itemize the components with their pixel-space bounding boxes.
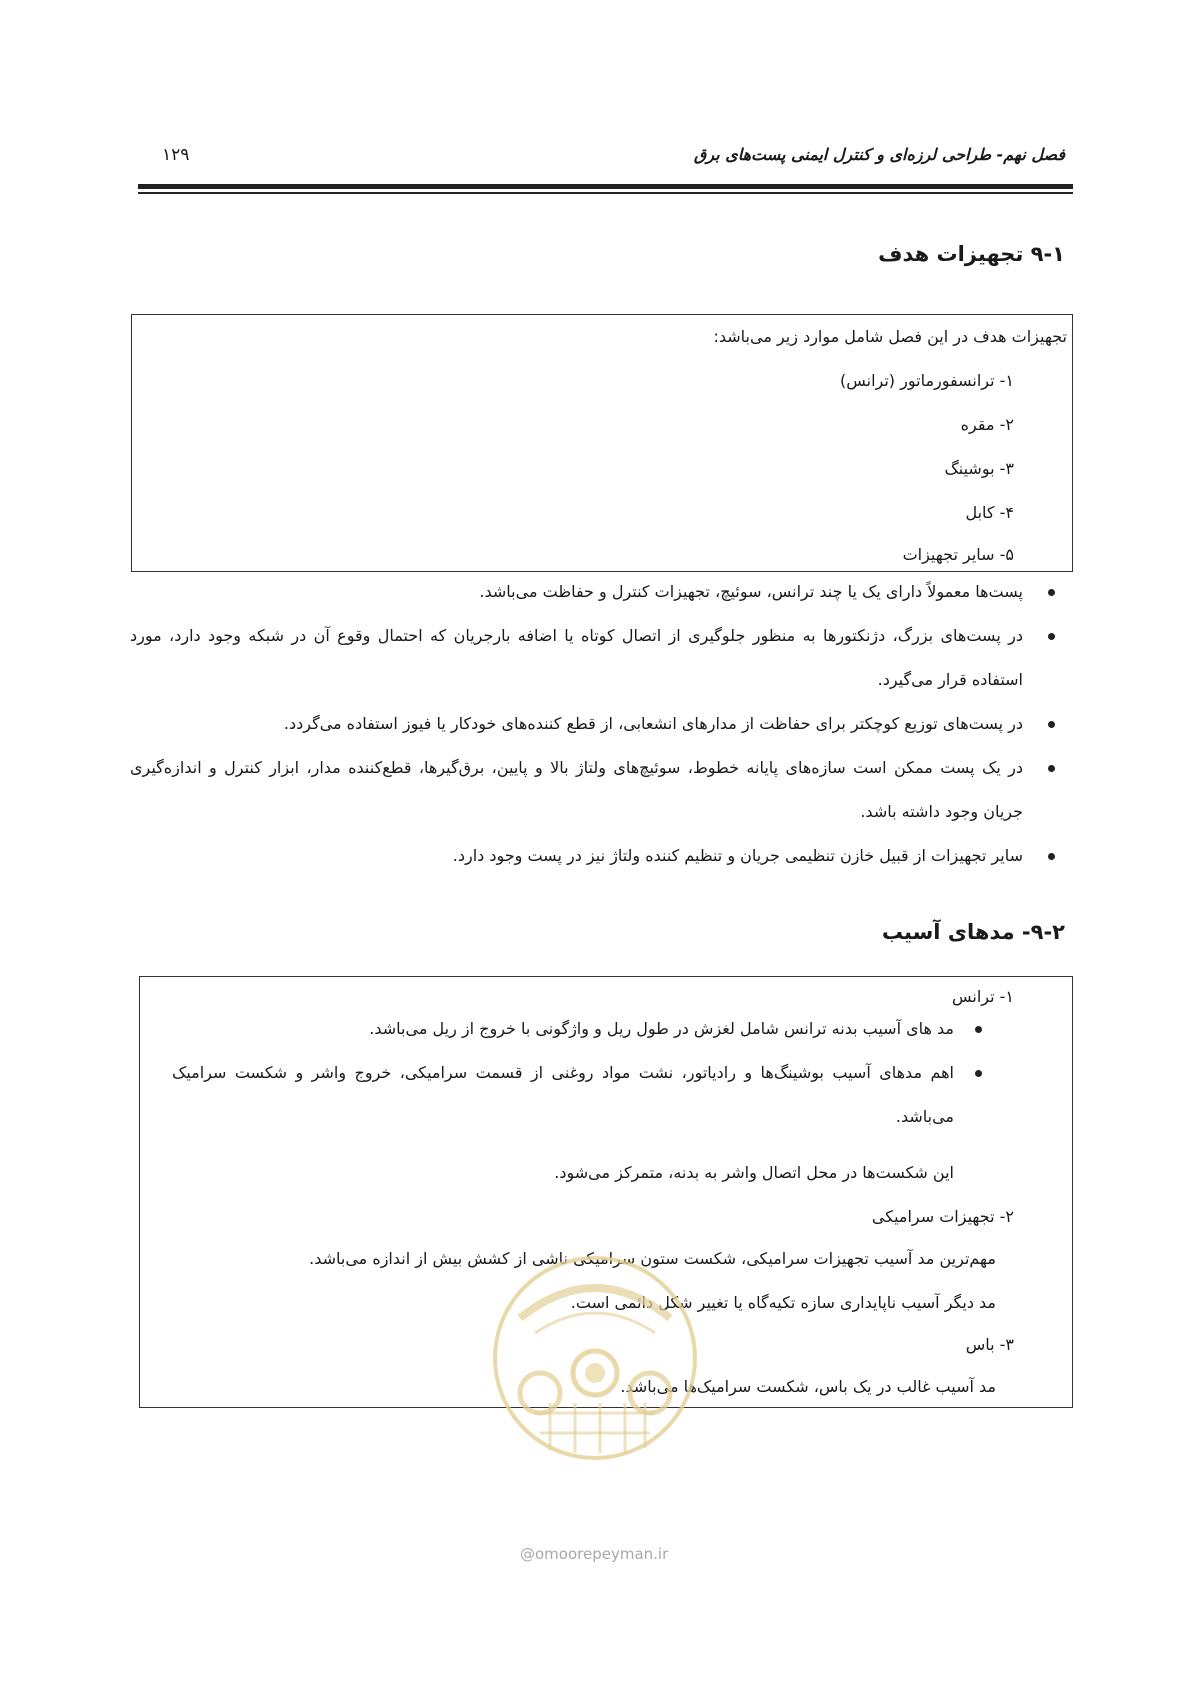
box-note-text: این شکست‌ها در محل اتصال واشر به بدنه، متمرکز می‌شود. — [554, 1163, 954, 1182]
box-text-line: مهم‌ترین مد آسیب تجهیزات سرامیکی، شکست ستون سرامیکی ناشی از کشش بیش از اندازه می‌باشد. — [309, 1249, 996, 1268]
bullet-text: پست‌ها معمولاً دارای یک یا چند ترانس، سوئیچ، تجهیزات کنترل و حفاظت می‌باشد. — [479, 582, 1023, 601]
bullet-text: اهم مدهای آسیب بوشینگ‌ها و رادیاتور، نشت مواد روغنی از قسمت سرامیکی، خروج واشر و شکست سرامیک می‌باشد. — [172, 1063, 954, 1126]
bullet-text: سایر تجهیزات از قبیل خازن تنظیمی جریان و تنظیم کننده ولتاژ نیز در پست وجود دارد. — [452, 846, 1023, 865]
section-heading-target-equipment: ۹-۱ تجهیزات هدف — [878, 242, 1065, 266]
bullet-text: در پست‌های توزیع کوچکتر برای حفاظت از مدارهای انشعابی، از قطع کننده‌های خودکار یا فیوز استفاده می‌گردد. — [283, 714, 1023, 733]
box-text-line: مد آسیب غالب در یک باس، شکست سرامیک‌ها می‌باشد. — [620, 1377, 996, 1396]
bullet-item — [130, 570, 1055, 614]
bullet-text: مد های آسیب بدنه ترانس شامل لغزش در طول ریل و واژگونی با خروج از ریل می‌باشد. — [369, 1019, 954, 1038]
box-text-line: مد دیگر آسیب ناپایداری سازه تکیه‌گاه یا تغییر شکل دائمی است. — [570, 1293, 996, 1312]
box-list-item: ۳- بوشینگ — [944, 459, 1014, 478]
bullet-dot — [1048, 765, 1055, 772]
header-rule-thick — [138, 184, 1073, 189]
box-intro-text: تجهیزات هدف در این فصل شامل موارد زیر می‌باشد: — [713, 327, 1067, 346]
page-number: ۱۲۹ — [162, 145, 190, 165]
box-list-item: ۴- کابل — [965, 503, 1014, 522]
box-item-title: ۲- تجهیزات سرامیکی — [871, 1207, 1014, 1226]
bullet-item — [130, 746, 1055, 834]
header-rule-thin — [138, 192, 1073, 194]
target-equipment-box — [131, 314, 1073, 572]
inner-bullet-item — [172, 1007, 982, 1051]
watermark-seal-logo — [480, 1238, 710, 1478]
inner-bullet-item — [172, 1051, 982, 1139]
bullet-dot — [1048, 721, 1055, 728]
bullet-dot — [1048, 853, 1055, 860]
box-list-item: ۱- ترانسفورماتور (ترانس) — [839, 371, 1014, 390]
running-header-title: فصل نهم- طراحی لرزه‌ای و کنترل ایمنی پست‌های برق — [693, 145, 1065, 164]
box-item-title: ۱- ترانس — [951, 987, 1014, 1006]
bullet-text: در پست‌های بزرگ، دژنکتورها به منظور جلوگیری از اتصال کوتاه یا اضافه بارجریان که احتمال وقوع آن در شبکه وجود دارد، مورد استفاده قرار می‌گیرد. — [130, 626, 1023, 689]
watermark-site: @omoorepeyman.ir — [520, 1545, 669, 1563]
bullet-item — [130, 614, 1055, 702]
bullet-item — [130, 702, 1055, 746]
box-list-item: ۵- سایر تجهیزات — [902, 545, 1014, 564]
section-heading-damage-modes: ۹-۲- مدهای آسیب — [881, 920, 1065, 944]
bullet-text: در یک پست ممکن است سازه‌های پایانه خطوط، سوئیچ‌های ولتاژ بالا و پایین، برق‌گیرها، قطع‌کننده مدار، ابزار کنترل و اندازه‌گیری جریان وجود داشته باشد. — [130, 758, 1023, 821]
bullet-dot — [1048, 633, 1055, 640]
bullet-dot — [975, 1026, 982, 1033]
box-list-item: ۲- مقره — [960, 415, 1014, 434]
bullet-dot — [1048, 589, 1055, 596]
box-item-title: ۳- باس — [965, 1335, 1014, 1354]
bullet-dot — [975, 1070, 982, 1077]
bullet-item — [130, 834, 1055, 878]
